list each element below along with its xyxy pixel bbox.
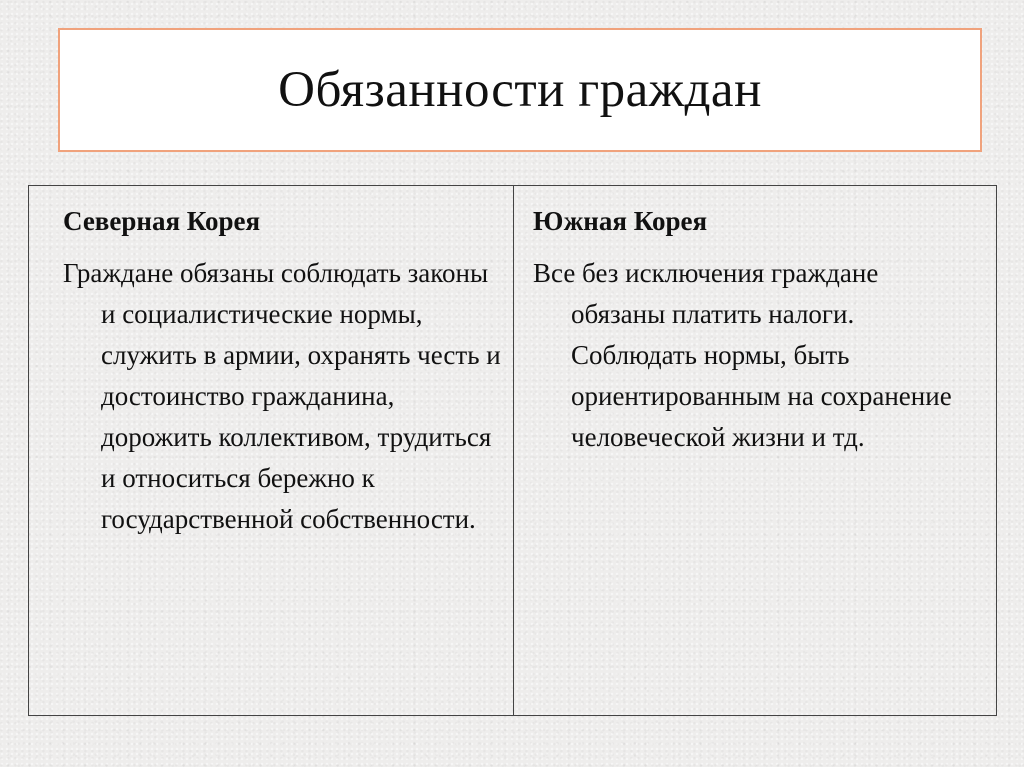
column-heading-south-korea: Южная Корея: [533, 206, 708, 236]
column-north-korea: [29, 186, 514, 715]
column-body-north-korea: Граждане обязаны соблюдать законы и социалистические нормы, служить в армии, охранять честь и достоинство гражданина, дорожить коллективом, трудиться и относиться бережно к государственной собственности.: [63, 258, 501, 534]
column-heading-north-korea: Северная Корея: [63, 206, 261, 236]
column-body-south-korea: Все без исключения граждане обязаны платить налоги. Соблюдать нормы, быть ориентированным на сохранение человеческой жизни и тд.: [533, 258, 952, 452]
title-box: [58, 28, 982, 152]
comparison-table: [28, 185, 997, 716]
column-south-korea: [514, 186, 996, 715]
slide-title: Обязанности граждан: [278, 62, 762, 118]
